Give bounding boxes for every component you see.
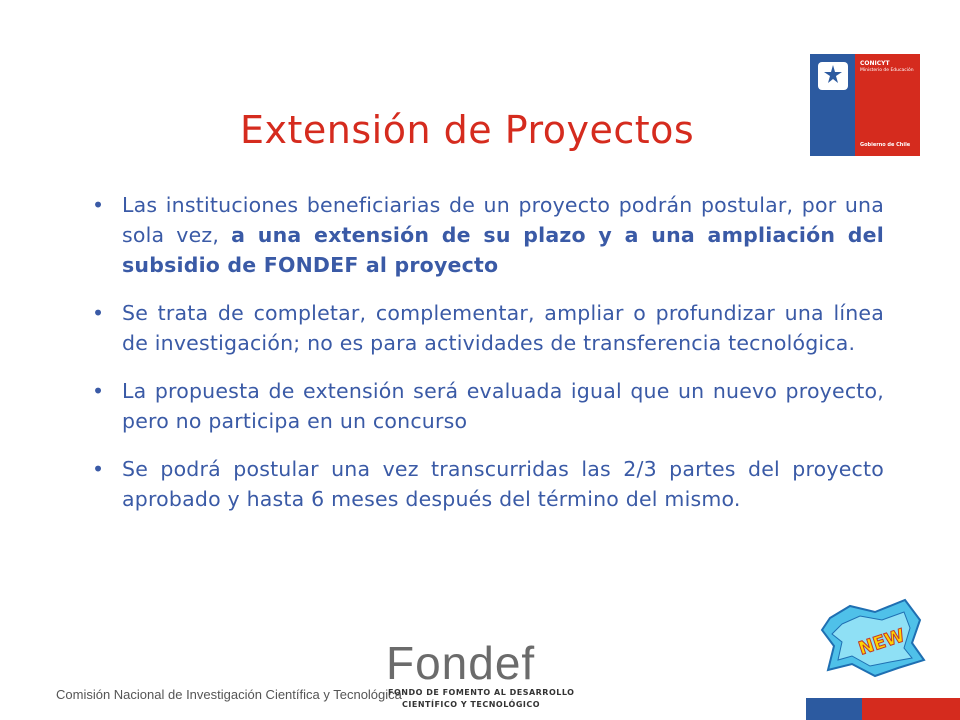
conicyt-government: Gobierno de Chile <box>860 142 911 148</box>
commission-footer-text: Comisión Nacional de Investigación Científica y Tecnológica <box>56 687 402 702</box>
bullet-item <box>92 298 884 358</box>
new-badge-icon <box>820 598 930 678</box>
fondef-wordmark: Fondef <box>386 637 536 689</box>
bullet-dot-icon: • <box>92 193 105 217</box>
bullet-item <box>92 454 884 514</box>
conicyt-ministry: Ministerio de Educación <box>860 68 914 73</box>
fondef-subtitle-2: CIENTÍFICO Y TECNOLÓGICO <box>402 700 541 709</box>
bullet-dot-icon: • <box>92 379 105 403</box>
bullet-dot-icon: • <box>92 301 105 325</box>
new-badge-text: NEW <box>856 625 908 660</box>
fondef-subtitle-1: FONDO DE FOMENTO AL DESARROLLO <box>388 688 575 697</box>
fondef-logo <box>386 636 606 716</box>
bullet-text: Se trata de completar, complementar, ampliar o profundizar una línea de investigación; no es para actividades de transferencia tecnológica. <box>122 301 884 355</box>
bullet-text: La propuesta de extensión será evaluada igual que un nuevo proyecto, pero no participa en un concurso <box>122 379 884 433</box>
bullet-text: Las instituciones beneficiarias de un proyecto podrán postular, por una sola vez, <box>122 193 884 247</box>
slide-title: Extensión de Proyectos <box>240 108 695 152</box>
bullet-item <box>92 376 884 436</box>
corner-flag-stripe <box>806 698 960 720</box>
bullet-bold-text: a una extensión de su plazo y a una ampliación del subsidio de FONDEF al proyecto <box>122 223 884 277</box>
chile-crest-icon <box>818 62 848 90</box>
bullet-item <box>92 190 884 280</box>
bullet-dot-icon: • <box>92 457 105 481</box>
conicyt-logo <box>810 54 920 156</box>
bullet-text: Se podrá postular una vez transcurridas las 2/3 partes del proyecto aprobado y hasta 6 meses después del término del mismo. <box>122 457 884 511</box>
bullet-list <box>92 190 884 532</box>
conicyt-name: CONICYT <box>860 60 890 67</box>
